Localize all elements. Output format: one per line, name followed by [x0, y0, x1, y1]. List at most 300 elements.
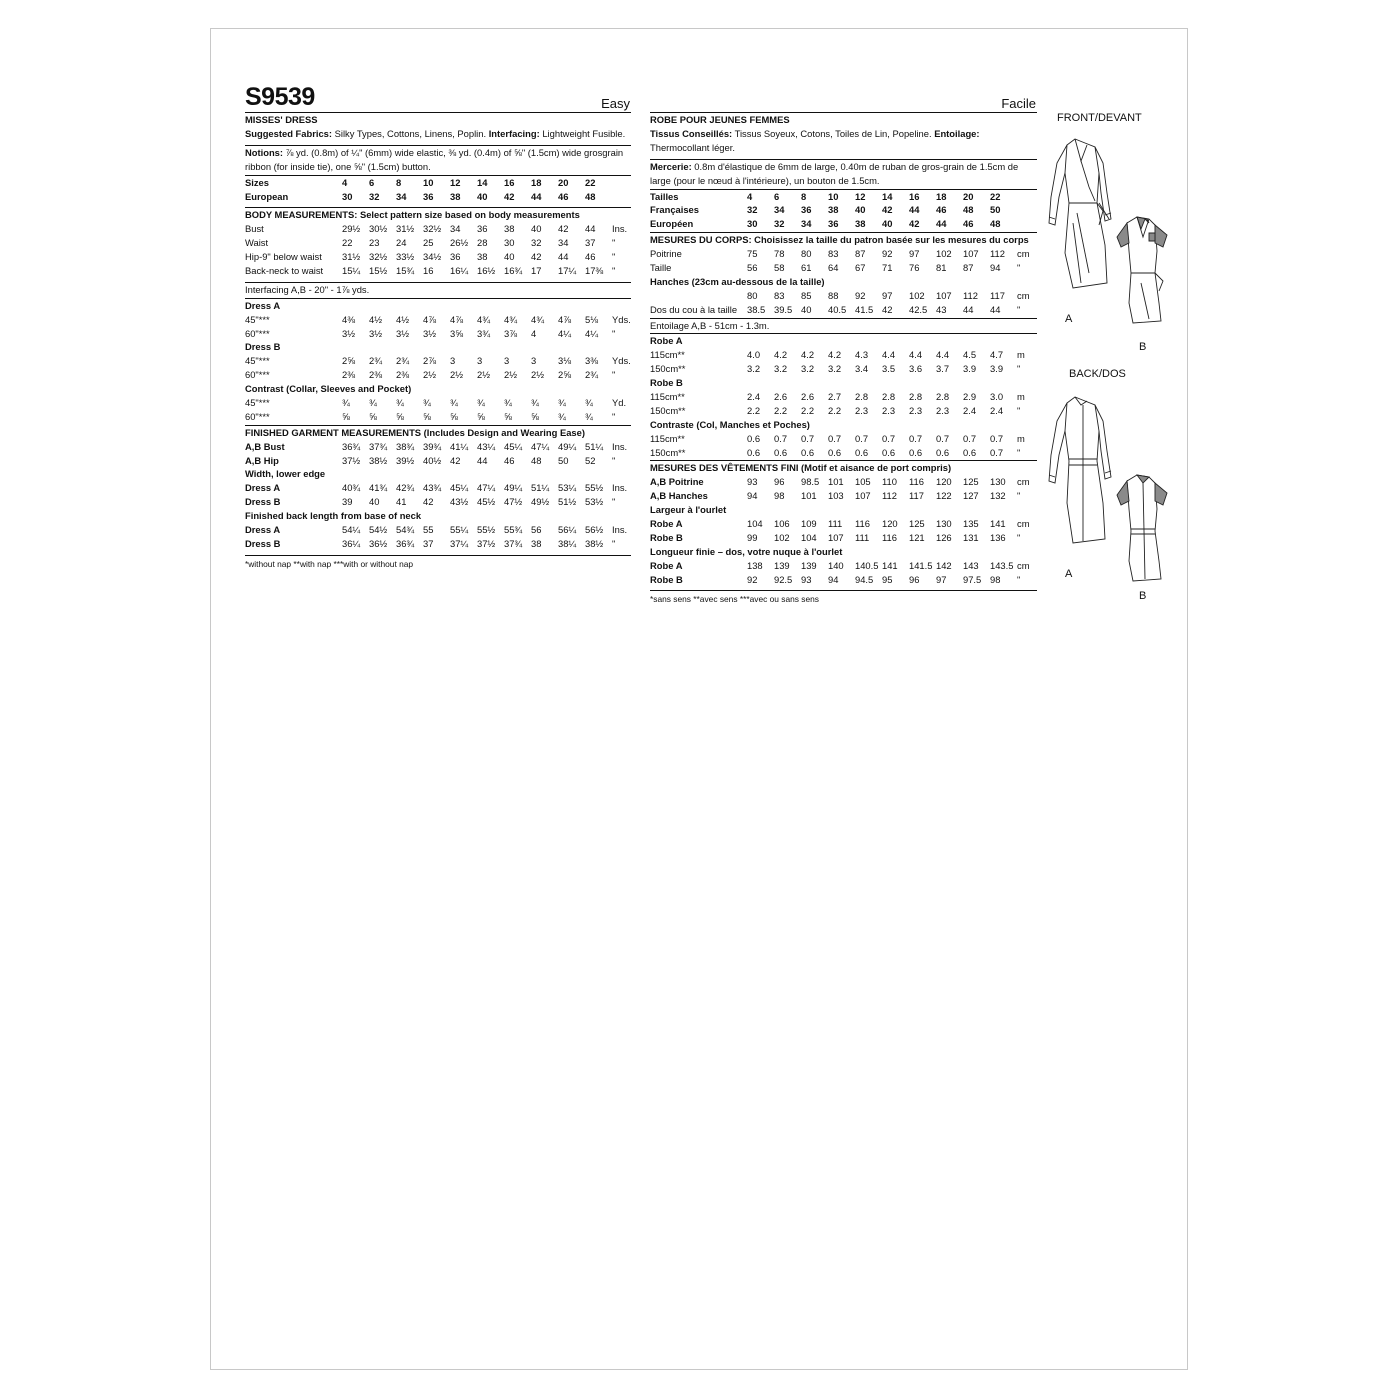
- row-label: A,B Bust: [245, 440, 285, 452]
- cell-value: 4: [747, 190, 753, 202]
- interfacing-block-fr: [650, 319, 1037, 335]
- unit-label: Ins.: [612, 440, 628, 452]
- cell-value: 20: [963, 190, 974, 202]
- cell-value: 44: [477, 454, 488, 466]
- notions-text: Notions: ⅞ yd. (0.8m) of ¼" (6mm) wide elastic, ⅜ yd. (0.4m) of ⅝" (1.5cm) wide grosgrain ribbon (for inside tie), one ⅝" (1.5cm) button.: [245, 146, 624, 172]
- table-row: [245, 523, 631, 537]
- cell-value: 3.9: [990, 363, 1004, 375]
- cell-value: 0.6: [747, 432, 761, 444]
- front-view-a-letter: A: [1065, 313, 1073, 325]
- cell-value: 42: [450, 454, 461, 466]
- back-label: BACK/DOS: [1069, 368, 1126, 380]
- cell-value: 36: [828, 218, 839, 230]
- row-label: Dress A: [245, 482, 281, 494]
- view-heading: Width, lower edge: [245, 468, 326, 480]
- notions-block: [245, 146, 631, 176]
- cell-value: 29½: [342, 223, 361, 235]
- cell-value: ¾: [423, 396, 431, 408]
- cell-value: 37½: [342, 454, 361, 466]
- cell-value: 94.5: [855, 573, 874, 585]
- cell-value: 46: [936, 204, 947, 216]
- cell-value: 95: [882, 573, 893, 585]
- row-label: [650, 289, 747, 303]
- front-label: FRONT/DEVANT: [1057, 112, 1142, 124]
- cell-value: 92.5: [774, 573, 793, 585]
- cell-value: 4⅞: [450, 313, 464, 325]
- unit-label: cm: [1017, 559, 1030, 571]
- cell-value: 4¾: [504, 313, 518, 325]
- cell-value: 55: [423, 524, 434, 535]
- cell-value: 5⅛: [585, 313, 599, 325]
- cell-value: 143: [963, 559, 979, 571]
- back-dress-b-illustration: [1117, 475, 1167, 581]
- table-row: [245, 327, 631, 341]
- cell-value: 40: [369, 496, 380, 508]
- section-heading: BODY MEASUREMENTS: Select pattern size based on body measurements: [245, 209, 580, 221]
- table-row: [245, 481, 631, 495]
- cell-value: 80: [747, 289, 758, 301]
- row-label: Robe A: [650, 518, 683, 530]
- cell-value: 116: [855, 518, 870, 530]
- english-header: [245, 84, 631, 113]
- cell-value: 2.8: [855, 391, 869, 402]
- cell-value: 32½: [369, 251, 388, 263]
- yardage-block: [245, 299, 631, 426]
- cell-value: 51½: [558, 496, 577, 508]
- cell-value: 2.2: [774, 404, 788, 416]
- cell-value: 4.4: [909, 349, 923, 361]
- cell-value: 4¾: [531, 313, 545, 325]
- table-row: [650, 348, 1037, 362]
- row-label: Back-neck to waist: [245, 264, 324, 276]
- cell-value: 3½: [369, 327, 383, 339]
- cell-value: 3.4: [855, 363, 869, 375]
- unit-label: ": [1017, 303, 1021, 315]
- cell-value: 3.2: [801, 363, 815, 375]
- cell-value: 2.4: [963, 404, 977, 416]
- cell-value: 40: [855, 204, 866, 216]
- row-label: Dress A: [245, 524, 281, 535]
- cell-value: 121: [909, 531, 925, 543]
- cell-value: 4.4: [882, 349, 896, 361]
- cell-value: 44: [558, 251, 569, 263]
- cell-value: 3⅛: [558, 355, 572, 367]
- cell-value: 0.7: [774, 432, 788, 444]
- cell-value: 111: [828, 518, 843, 530]
- cell-value: 107: [828, 531, 844, 543]
- cell-value: 15½: [369, 264, 388, 276]
- unit-label: cm: [1017, 289, 1030, 301]
- cell-value: 45¼: [504, 440, 523, 452]
- unit-label: ": [1017, 531, 1021, 543]
- cell-value: 92: [855, 289, 866, 301]
- row-label: Dress B: [245, 496, 281, 508]
- cell-value: 56: [531, 524, 542, 535]
- unit-label: ": [612, 369, 616, 381]
- cell-value: 105: [855, 476, 871, 488]
- cell-value: 40½: [423, 454, 442, 466]
- cell-value: 38¾: [396, 440, 415, 452]
- cell-value: 0.7: [990, 446, 1004, 458]
- cell-value: 125: [909, 518, 925, 530]
- cell-value: 3½: [342, 327, 356, 339]
- table-row: [650, 404, 1037, 418]
- cell-value: 50: [558, 454, 569, 466]
- body-measurements-block: [245, 208, 631, 282]
- cell-value: 16¾: [504, 264, 523, 276]
- garment-title: MISSES' DRESS: [245, 114, 318, 125]
- cell-value: 38½: [369, 454, 388, 466]
- table-row: [650, 573, 1037, 587]
- view-heading: Contrast (Collar, Sleeves and Pocket): [245, 383, 412, 395]
- back-view-drawing: [1037, 391, 1187, 601]
- cell-value: 32: [774, 218, 785, 230]
- finished-measurements-block: [245, 426, 631, 556]
- cell-value: 2⅜: [342, 369, 356, 381]
- pattern-sheet: [210, 28, 1188, 1370]
- unit-label: cm: [1017, 518, 1030, 530]
- cell-value: 2¾: [396, 355, 410, 367]
- cell-value: ¾: [585, 410, 593, 422]
- cell-value: 36½: [369, 537, 388, 549]
- row-label: 150cm**: [650, 404, 686, 416]
- cell-value: 2.8: [936, 391, 950, 402]
- cell-value: 116: [909, 476, 924, 488]
- cell-value: ¾: [369, 396, 377, 408]
- table-row: [245, 313, 631, 327]
- cell-value: 102: [909, 289, 925, 301]
- cell-value: 2.4: [747, 391, 761, 402]
- cell-value: 18: [936, 190, 947, 202]
- cell-value: 42: [882, 303, 893, 315]
- unit-label: ": [612, 327, 616, 339]
- cell-value: 3½: [396, 327, 410, 339]
- cell-value: 112: [882, 490, 897, 502]
- cell-value: 117: [909, 490, 924, 502]
- cell-value: 48: [963, 204, 974, 216]
- cell-value: 101: [801, 490, 817, 502]
- cell-value: 97: [909, 248, 920, 260]
- cell-value: 46: [963, 218, 974, 230]
- cell-value: 78: [774, 248, 785, 260]
- cell-value: 94: [828, 573, 839, 585]
- back-view-b-letter: B: [1139, 590, 1147, 602]
- cell-value: 2¾: [369, 355, 383, 367]
- cell-value: 40.5: [828, 303, 847, 315]
- cell-value: 10: [828, 190, 839, 202]
- cell-value: 44: [909, 204, 920, 216]
- french-size-row: [650, 203, 1037, 217]
- cell-value: 97: [882, 289, 893, 301]
- cell-value: 36: [801, 204, 812, 216]
- cell-value: 25: [423, 237, 434, 249]
- cell-value: ¾: [558, 410, 566, 422]
- cell-value: 4.4: [936, 349, 950, 361]
- cell-value: 139: [774, 559, 790, 571]
- cell-value: 2.3: [882, 404, 896, 416]
- cell-value: 3.2: [828, 363, 842, 375]
- cell-value: 131: [963, 531, 979, 543]
- sizes-block-fr: [650, 190, 1037, 234]
- cell-value: 0.6: [747, 446, 761, 458]
- cell-value: 4.2: [801, 349, 815, 361]
- cell-value: 38: [504, 223, 515, 235]
- cell-value: 101: [828, 476, 844, 488]
- cell-value: 33½: [396, 251, 415, 263]
- cell-value: 0.6: [963, 446, 977, 458]
- cell-value: 40¾: [342, 482, 361, 494]
- cell-value: 88: [828, 289, 839, 301]
- cell-value: 3.9: [963, 363, 977, 375]
- view-heading: Largeur à l'ourlet: [650, 504, 727, 516]
- cell-value: 41.5: [855, 303, 874, 315]
- cell-value: 26½: [450, 237, 469, 249]
- cell-value: 3: [531, 355, 537, 367]
- row-label: Taille: [650, 261, 672, 273]
- cell-value: 42: [531, 251, 542, 263]
- cell-value: 0.6: [882, 446, 896, 458]
- cell-value: 54¾: [396, 524, 415, 535]
- cell-value: 37: [423, 537, 434, 549]
- cell-value: 42: [909, 218, 920, 230]
- row-label: 150cm**: [650, 363, 686, 375]
- cell-value: 39.5: [774, 303, 793, 315]
- size-row-fr: [650, 190, 1037, 204]
- cell-value: 96: [774, 476, 785, 488]
- cell-value: 55½: [477, 524, 496, 535]
- cell-value: 4.3: [855, 349, 869, 361]
- cell-value: 16: [909, 190, 920, 202]
- table-row: [245, 495, 631, 509]
- cell-value: 4.7: [990, 349, 1004, 361]
- cell-value: 41¼: [450, 440, 469, 452]
- cell-value: 51¼: [531, 482, 550, 494]
- cell-value: 49¼: [504, 482, 523, 494]
- cell-value: 40: [531, 223, 542, 235]
- unit-label: ": [1017, 490, 1021, 502]
- cell-value: 36¾: [342, 440, 361, 452]
- cell-value: ⅝: [531, 410, 539, 422]
- cell-value: 107: [936, 289, 952, 301]
- table-row: [245, 440, 631, 454]
- unit-label: cm: [1017, 248, 1030, 260]
- cell-value: 38: [855, 218, 866, 230]
- cell-value: 30: [747, 218, 758, 230]
- view-heading: Robe A: [650, 335, 683, 347]
- intro-block: [245, 113, 631, 146]
- cell-value: 3.7: [936, 363, 950, 375]
- finished-measurements-block-fr: [650, 461, 1037, 591]
- cell-value: ¾: [585, 396, 593, 408]
- view-heading: Contraste (Col, Manches et Poches): [650, 418, 810, 430]
- unit-label: ": [1017, 404, 1021, 416]
- cell-value: 49½: [531, 496, 550, 508]
- cell-value: 112: [963, 289, 978, 301]
- cell-value: 0.7: [801, 432, 815, 444]
- row-label: 150cm**: [650, 446, 686, 458]
- cell-value: 12: [855, 190, 866, 202]
- cell-value: 71: [882, 261, 893, 273]
- cell-value: 41¾: [369, 482, 388, 494]
- cell-value: 44: [963, 303, 974, 315]
- cell-value: 42: [423, 496, 434, 508]
- cell-value: 120: [936, 476, 952, 488]
- cell-value: 50: [990, 204, 1001, 216]
- row-label: Dress B: [245, 537, 281, 549]
- row-label: Européen: [650, 218, 694, 230]
- cell-value: 37¾: [504, 537, 523, 549]
- cell-value: 83: [828, 248, 839, 260]
- cell-value: 6: [774, 190, 780, 202]
- cell-value: 87: [855, 248, 866, 260]
- cell-value: ⅝: [369, 410, 377, 422]
- cell-value: 141.5: [909, 559, 933, 571]
- cell-value: ¾: [531, 396, 539, 408]
- english-column: [245, 84, 631, 572]
- unit-label: Ins.: [612, 482, 628, 494]
- cell-value: 96: [909, 573, 920, 585]
- cell-value: 141: [990, 518, 1006, 530]
- cell-value: 97.5: [963, 573, 982, 585]
- table-row: [245, 236, 631, 250]
- unit-label: ": [612, 496, 616, 508]
- cell-value: 36: [450, 251, 461, 263]
- cell-value: 2.2: [801, 404, 815, 416]
- cell-value: 56: [747, 261, 758, 273]
- row-label: 45"***: [245, 396, 270, 408]
- cell-value: 38¼: [558, 537, 577, 549]
- view-heading: Finished back length from base of neck: [245, 510, 422, 522]
- row-label: 45"***: [245, 313, 270, 325]
- interfacing-row: Interfacing A,B - 20" - 1⅞ yds.: [245, 283, 370, 295]
- cell-value: 126: [936, 531, 952, 543]
- unit-label: ": [612, 264, 616, 276]
- row-label: Poitrine: [650, 248, 682, 260]
- cell-value: 140: [828, 559, 844, 571]
- cell-value: 139: [801, 559, 817, 571]
- cell-value: 141: [882, 559, 898, 571]
- cell-value: 99: [747, 531, 758, 543]
- cell-value: 83: [774, 289, 785, 301]
- cell-value: 135: [963, 518, 979, 530]
- cell-value: 47¼: [477, 482, 496, 494]
- row-label: A,B Poitrine: [650, 476, 704, 488]
- cell-value: 3¾: [477, 327, 491, 339]
- cell-value: 2½: [531, 369, 545, 381]
- row-label: A,B Hip: [245, 454, 279, 466]
- cell-value: 8: [801, 190, 807, 202]
- cell-value: ⅝: [504, 410, 512, 422]
- cell-value: 0.6: [936, 446, 950, 458]
- cell-value: 39: [342, 496, 353, 508]
- table-row: [650, 303, 1037, 317]
- cell-value: 64: [828, 261, 839, 273]
- cell-value: 0.7: [990, 432, 1004, 444]
- cell-value: 2⅞: [423, 355, 437, 367]
- table-row: [245, 368, 631, 382]
- table-row: [245, 537, 631, 551]
- unit-label: Yds.: [612, 355, 631, 367]
- cell-value: 44: [585, 223, 596, 235]
- unit-label: ": [612, 237, 616, 249]
- table-row: [245, 396, 631, 410]
- table-row: [650, 489, 1037, 503]
- cell-value: ⅝: [342, 410, 350, 422]
- cell-value: 102: [774, 531, 790, 543]
- cell-value: 104: [801, 531, 817, 543]
- pattern-code: S9539: [245, 83, 315, 111]
- cell-value: 32½: [423, 223, 442, 235]
- garment-title-fr: ROBE POUR JEUNES FEMMES: [650, 114, 790, 125]
- cell-value: 127: [963, 490, 979, 502]
- cell-value: 4½: [369, 313, 383, 325]
- cell-value: 49¼: [558, 440, 577, 452]
- cell-value: 38½: [585, 537, 604, 549]
- cell-value: 120: [882, 518, 898, 530]
- front-view-b-letter: B: [1139, 341, 1147, 353]
- cell-value: 42¾: [396, 482, 415, 494]
- cell-value: 130: [990, 476, 1006, 488]
- table-row: [245, 354, 631, 368]
- cell-value: 3.2: [747, 363, 761, 375]
- cell-value: 67: [855, 261, 866, 273]
- table-row: [650, 432, 1037, 446]
- cell-value: 0.6: [801, 446, 815, 458]
- cell-value: 30: [504, 237, 515, 249]
- cell-value: 30½: [369, 223, 388, 235]
- interfacing-block: [245, 283, 631, 299]
- cell-value: 47½: [504, 496, 523, 508]
- row-label: 60"***: [245, 327, 270, 339]
- cell-value: 34½: [423, 251, 442, 263]
- cell-value: ¾: [450, 396, 458, 408]
- cell-value: 3.5: [882, 363, 896, 375]
- cell-value: 107: [963, 248, 979, 260]
- cell-value: 16: [423, 264, 434, 276]
- cell-value: 98.5: [801, 476, 820, 488]
- back-dress-a-illustration: [1049, 397, 1111, 543]
- cell-value: 93: [801, 573, 812, 585]
- table-row: [650, 261, 1037, 275]
- cell-value: 0.7: [828, 432, 842, 444]
- cell-value: 0.6: [909, 446, 923, 458]
- cell-value: 32: [747, 204, 758, 216]
- cell-value: 16¼: [450, 264, 469, 276]
- cell-value: 3: [477, 355, 483, 367]
- cell-value: 15¾: [396, 264, 415, 276]
- cell-value: 17: [531, 264, 542, 276]
- cell-value: 51¼: [585, 440, 604, 452]
- section-heading: MESURES DU CORPS: Choisissez la taille du patron basée sur les mesures du corps: [650, 234, 1029, 246]
- table-row: [650, 475, 1037, 489]
- unit-label: Ins.: [612, 223, 628, 235]
- cell-value: 17¼: [558, 264, 577, 276]
- cell-value: 53½: [585, 496, 604, 508]
- cell-value: 4⅞: [423, 313, 437, 325]
- unit-label: Ins.: [612, 524, 628, 535]
- cell-value: 44: [936, 218, 947, 230]
- cell-value: ⅝: [396, 410, 404, 422]
- cell-value: 142: [936, 559, 952, 571]
- cell-value: 14: [882, 190, 893, 202]
- cell-value: 0.7: [882, 432, 896, 444]
- cell-value: 52: [585, 454, 596, 466]
- cell-value: ¾: [558, 396, 566, 408]
- cell-value: ⅝: [477, 410, 485, 422]
- cell-value: 16½: [477, 264, 496, 276]
- cell-value: 94: [747, 490, 758, 502]
- table-row: [650, 289, 1037, 303]
